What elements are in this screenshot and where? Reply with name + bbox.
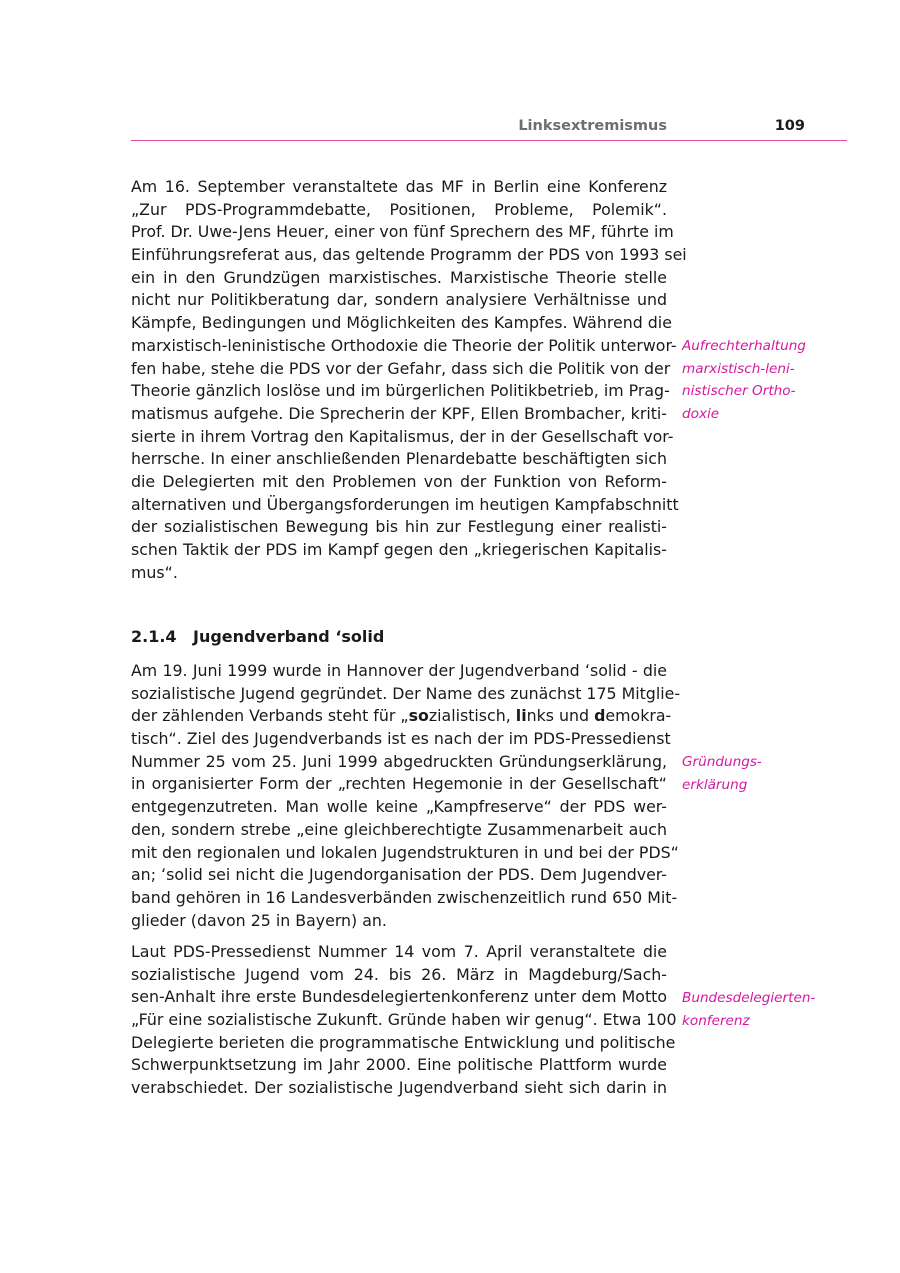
text-line: Nummer 25 vom 25. Juni 1999 abgedruckten Gründungserklärung, — [131, 751, 667, 771]
text-line: Prof. Dr. Uwe-Jens Heuer, einer von fünf Sprechern des MF, führte im — [131, 222, 674, 242]
text-line: mus“. — [131, 562, 178, 582]
text-line: Laut PDS-Pressedienst Nummer 14 vom 7. April veranstaltete die — [131, 942, 667, 961]
margin-note-line: doxie — [682, 405, 720, 422]
margin-note-line: erklärung — [682, 776, 748, 793]
margin-note-line: marxistisch-leni- — [682, 360, 795, 377]
margin-note-orthodoxy — [682, 335, 832, 425]
text-line: Kämpfe, Bedingungen und Möglichkeiten des Kampfes. Während die — [131, 313, 672, 333]
paragraph-mf-conference — [131, 176, 687, 584]
text-line: mit den regionalen und lokalen Jugendstrukturen in und bei der PDS“ — [131, 842, 679, 862]
margin-note-line: Aufrechterhaltung — [682, 338, 806, 354]
text-line: „Zur PDS-Programmdebatte, Positionen, Probleme, Polemik“. — [131, 199, 667, 219]
text-line: marxistisch-leninistische Orthodoxie die Theorie der Politik unterwor- — [131, 335, 677, 355]
text-line-with-acronym — [131, 705, 672, 728]
text-line: fen habe, stehe die PDS vor der Gefahr, dass sich die Politik von der — [131, 358, 671, 378]
text-fragment: nks und — [526, 706, 595, 726]
text-line: den, sondern strebe „eine gleichberechtigte Zusammenarbeit auch — [131, 819, 667, 839]
text-line: Am 16. September veranstaltete das MF in Berlin eine Konferenz — [131, 177, 667, 196]
margin-note-line: Gründungs- — [682, 754, 762, 770]
text-line: schen Taktik der PDS im Kampf gegen den „kriegerischen Kapitalis- — [131, 540, 667, 559]
text-line: Schwerpunktsetzung im Jahr 2000. Eine politische Plattform wurde — [131, 1055, 667, 1075]
text-line: nicht nur Politikberatung dar, sondern analysiere Verhältnisse und — [131, 290, 667, 310]
text-line: „Für eine sozialistische Zukunft. Gründe haben wir genug“. Etwa 100 — [131, 1010, 677, 1030]
text-line: die Delegierten mit den Problemen von der Funktion von Reform- — [131, 471, 667, 491]
text-line: sozialistische Jugend gegründet. Der Name des zunächst 175 Mitglie- — [131, 683, 681, 703]
section-title: Jugendverband ʻsolid — [193, 627, 385, 646]
text-fragment: zialistisch, — [428, 706, 516, 726]
running-header-title: Linksextremismus — [518, 118, 667, 134]
text-line: an; ʻsolid sei nicht die Jugendorganisation der PDS. Dem Jugendver- — [131, 865, 667, 885]
text-line: ein in den Grundzügen marxistisches. Marxistische Theorie stelle — [131, 267, 667, 287]
text-fragment: der zählenden Verbands steht für „ — [131, 706, 409, 726]
text-line: in organisierter Form der „rechten Hegemonie in der Gesellschaft“ — [131, 774, 667, 794]
header-divider — [131, 140, 847, 141]
text-line: entgegenzutreten. Man wolle keine „Kampfreserve“ der PDS wer- — [131, 797, 667, 817]
text-line: sen-Anhalt ihre erste Bundesdelegiertenkonferenz unter dem Motto — [131, 987, 667, 1007]
section-heading — [131, 626, 384, 648]
section-number: 2.1.4 — [131, 627, 177, 646]
text-line: Delegierte berieten die programmatische Entwicklung und politische — [131, 1032, 676, 1052]
acronym-letters: li — [515, 706, 527, 726]
text-line: der sozialistischen Bewegung bis hin zur Festlegung einer realisti- — [131, 517, 667, 537]
margin-note-line: nistischer Ortho- — [682, 383, 796, 399]
text-line: tisch“. Ziel des Jugendverbands ist es nach der im PDS-Pressedienst — [131, 729, 671, 749]
margin-note-line: Bundesdelegierten- — [682, 990, 816, 1006]
text-line: band gehören in 16 Landesverbänden zwischenzeitlich rund 650 Mit- — [131, 887, 678, 907]
margin-note-founding — [682, 751, 832, 796]
text-line: verabschiedet. Der sozialistische Jugendverband sieht sich darin in — [131, 1078, 667, 1098]
text-fragment: emokra- — [605, 706, 672, 726]
margin-note-conference — [682, 987, 832, 1032]
acronym-letters: so — [408, 706, 429, 726]
paragraph-solid-founding — [131, 660, 681, 932]
paragraph-delegates-conference — [131, 941, 677, 1100]
acronym-letters: d — [594, 706, 606, 726]
text-line: Einführungsreferat aus, das geltende Programm der PDS von 1993 sei — [131, 245, 687, 265]
page-number: 109 — [774, 118, 805, 134]
text-line: herrsche. In einer anschließenden Plenardebatte beschäftigten sich — [131, 449, 667, 469]
text-line: sierte in ihrem Vortrag den Kapitalismus, der in der Gesellschaft vor- — [131, 426, 674, 446]
text-line: matismus aufgehe. Die Sprecherin der KPF, Ellen Brombacher, kriti- — [131, 403, 667, 423]
text-line: glieder (davon 25 in Bayern) an. — [131, 910, 387, 930]
text-line: alternativen und Übergangsforderungen im heutigen Kampfabschnitt — [131, 494, 679, 514]
margin-note-line: konferenz — [682, 1012, 750, 1029]
text-line: Am 19. Juni 1999 wurde in Hannover der Jugendverband ʻsolid - die — [131, 661, 667, 680]
text-line: Theorie gänzlich loslöse und im bürgerlichen Politikbetrieb, im Prag- — [131, 381, 670, 401]
text-line: sozialistische Jugend vom 24. bis 26. März in Magdeburg/Sach- — [131, 964, 667, 984]
